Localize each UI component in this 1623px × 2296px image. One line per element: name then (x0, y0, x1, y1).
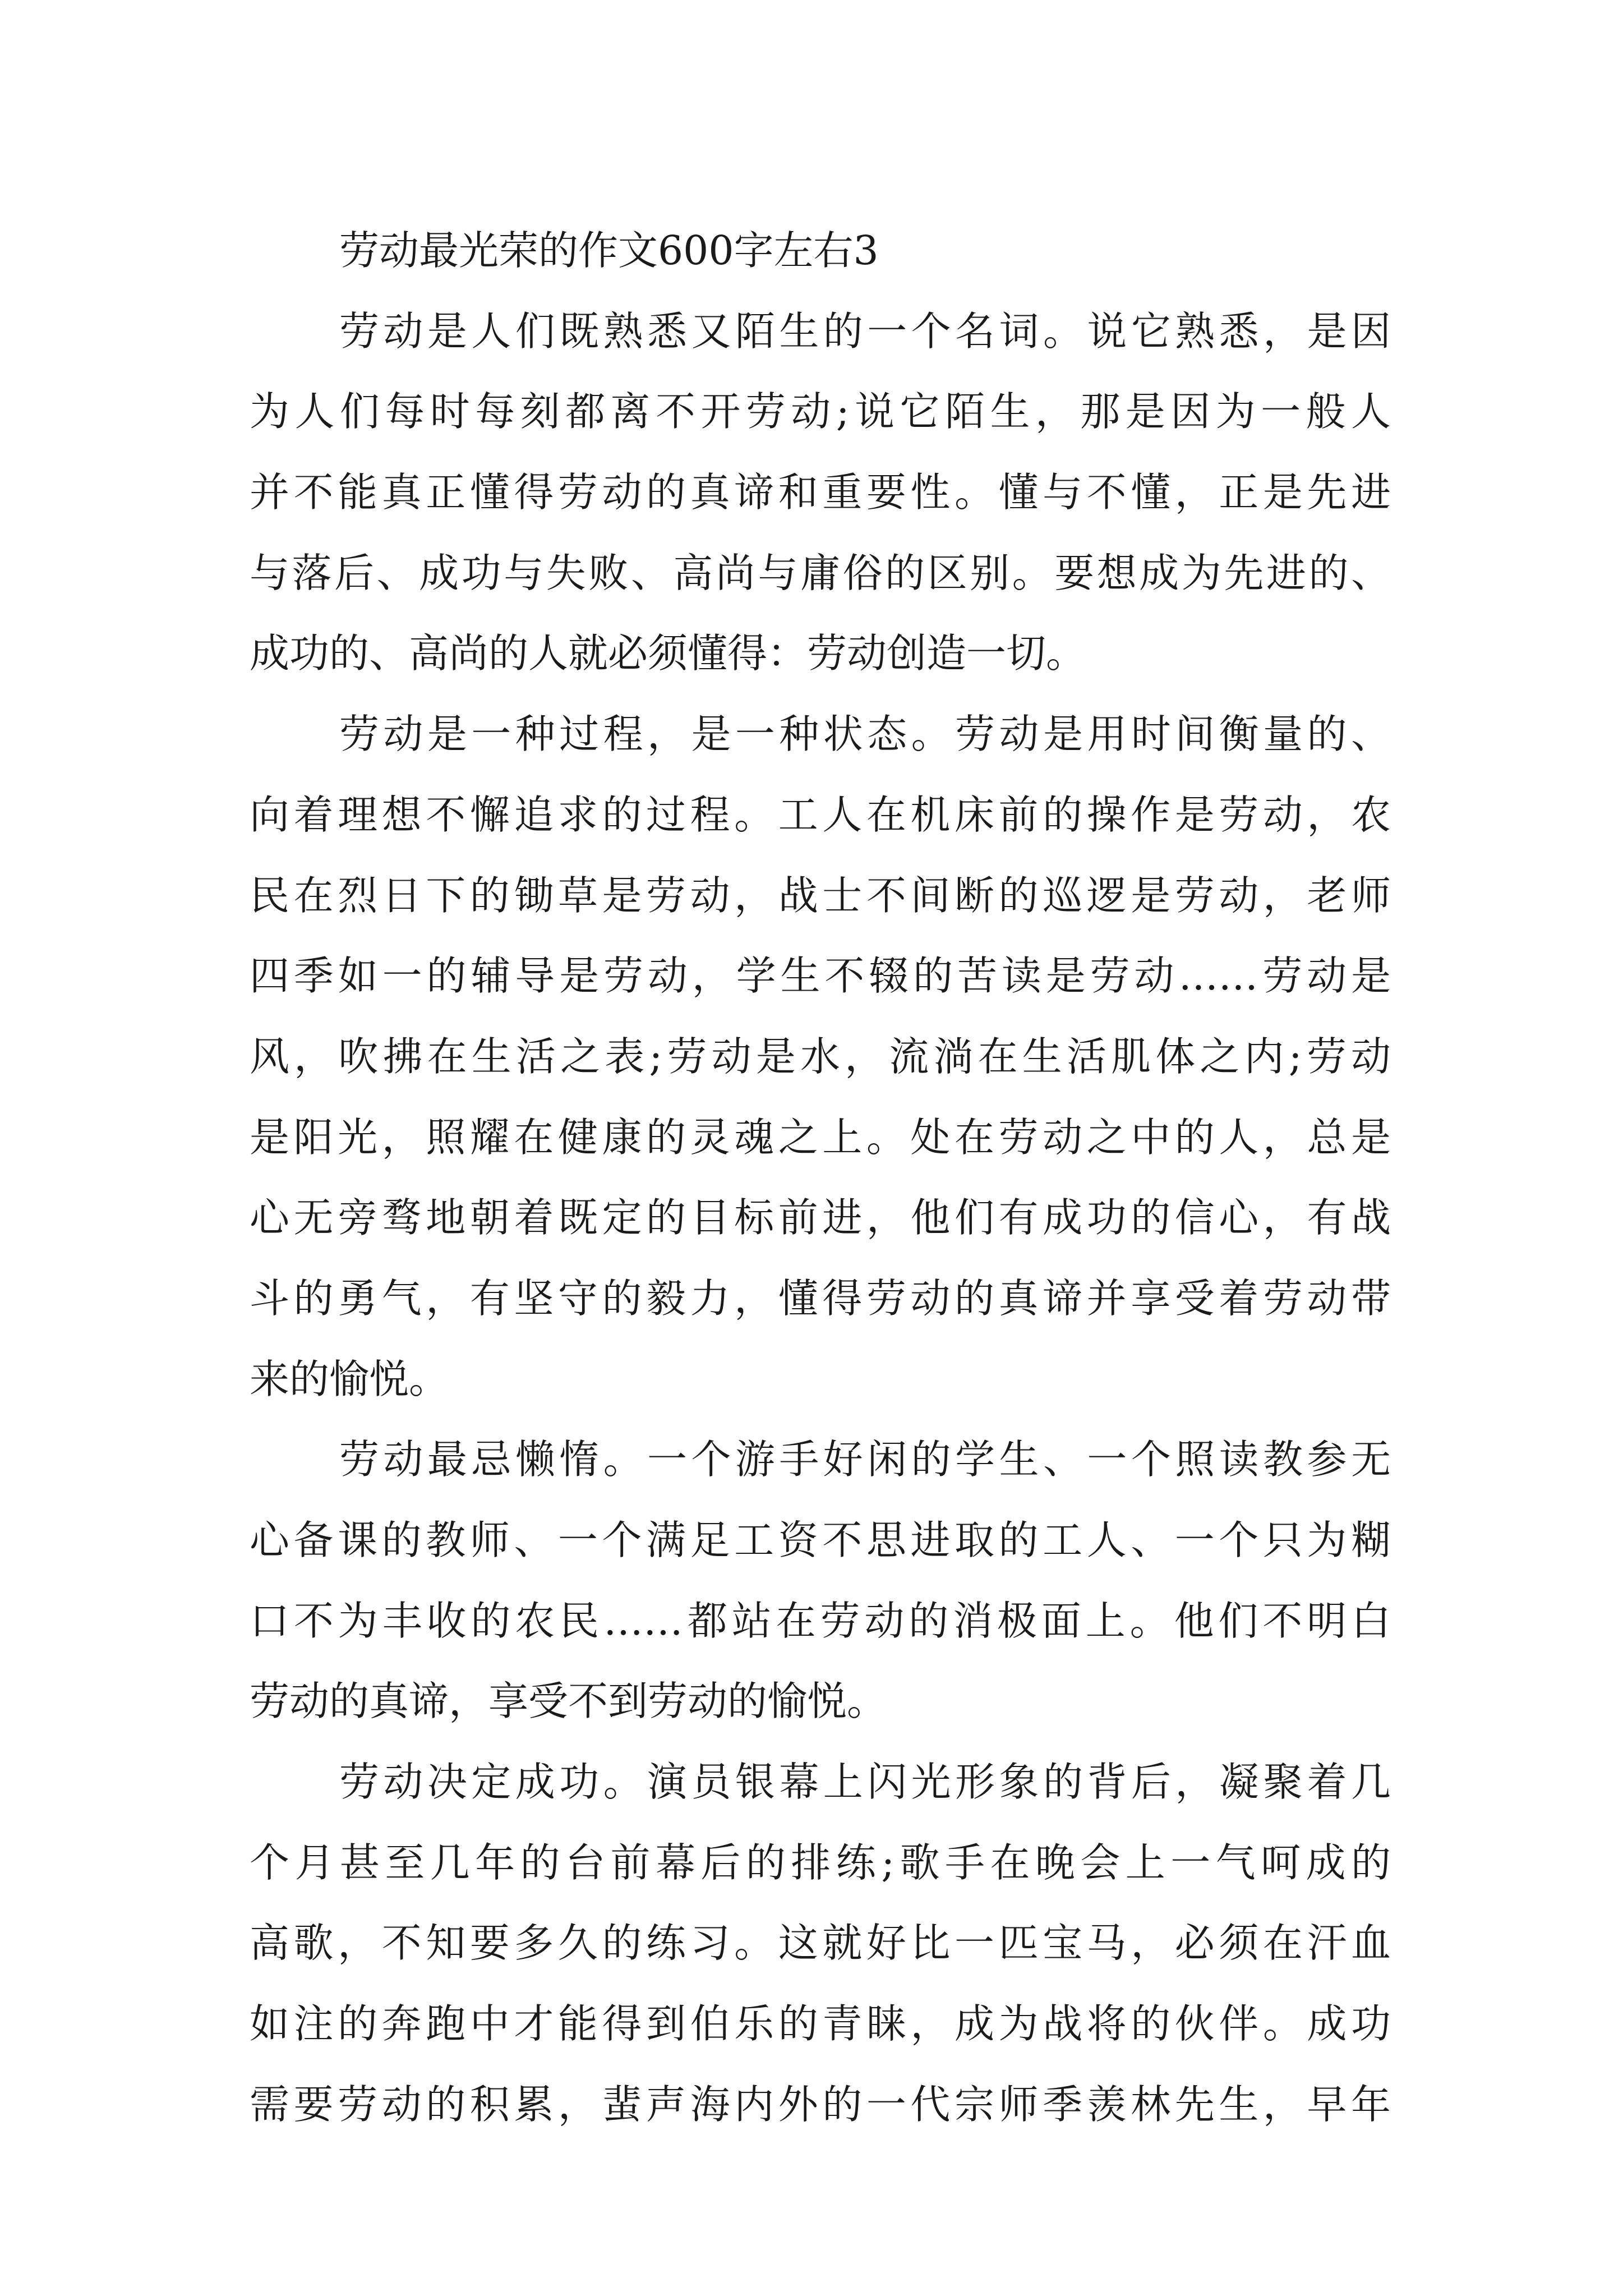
paragraph-4-line-5: 需要劳动的积累，蜚声海内外的一代宗师季羡林先生，早年 (250, 2081, 1391, 2128)
paragraph-4-line-4: 如注的奔跑中才能得到伯乐的青睐，成为战将的伙伴。成功 (250, 2000, 1391, 2047)
paragraph-2-line-9: 来的愉悦。 (250, 1355, 449, 1402)
paragraph-4-line-2: 个月甚至几年的台前幕后的排练;歌手在晚会上一气呵成的 (250, 1839, 1391, 1886)
paragraph-3-line-4: 劳动的真谛，享受不到劳动的愉悦。 (250, 1678, 887, 1725)
paragraph-3-line-1: 劳动最忌懒惰。一个游手好闲的学生、一个照读教参无 (339, 1436, 1391, 1483)
paragraph-2-line-5: 风，吹拂在生活之表;劳动是水，流淌在生活肌体之内;劳动 (250, 1033, 1391, 1080)
paragraph-2-line-6: 是阳光，照耀在健康的灵魂之上。处在劳动之中的人，总是 (250, 1114, 1391, 1161)
paragraph-4-line-3: 高歌，不知要多久的练习。这就好比一匹宝马，必须在汗血 (250, 1920, 1391, 1967)
paragraph-4-line-1: 劳动决定成功。演员银幕上闪光形象的背后，凝聚着几 (339, 1759, 1391, 1806)
document-title: 劳动最光荣的作文600字左右3 (339, 227, 879, 274)
paragraph-1-line-1: 劳动是人们既熟悉又陌生的一个名词。说它熟悉，是因 (339, 307, 1391, 355)
paragraph-1-line-2: 为人们每时每刻都离不开劳动;说它陌生，那是因为一般人 (250, 388, 1391, 435)
paragraph-1-line-4: 与落后、成功与失败、高尚与庸俗的区别。要想成为先进的、 (250, 549, 1391, 596)
document-body (250, 210, 1391, 2145)
paragraph-2-line-7: 心无旁骛地朝着既定的目标前进，他们有成功的信心，有战 (250, 1194, 1391, 1241)
paragraph-2-line-1: 劳动是一种过程，是一种状态。劳动是用时间衡量的、 (339, 711, 1391, 758)
paragraph-3-line-3: 口不为丰收的农民……都站在劳动的消极面上。他们不明白 (250, 1597, 1391, 1644)
paragraph-2-line-8: 斗的勇气，有坚守的毅力，懂得劳动的真谛并享受着劳动带 (250, 1274, 1391, 1322)
paragraph-2-line-4: 四季如一的辅导是劳动，学生不辍的苦读是劳动……劳动是 (250, 953, 1391, 1000)
paragraph-2-line-2: 向着理想不懈追求的过程。工人在机床前的操作是劳动，农 (250, 791, 1391, 838)
paragraph-3-line-2: 心备课的教师、一个满足工资不思进取的工人、一个只为糊 (250, 1517, 1391, 1563)
paragraph-1-line-5: 成功的、高尚的人就必须懂得：劳动创造一切。 (250, 630, 1086, 677)
paragraph-1-line-3: 并不能真正懂得劳动的真谛和重要性。懂与不懂，正是先进 (250, 469, 1391, 516)
paragraph-2-line-3: 民在烈日下的锄草是劳动，战士不间断的巡逻是劳动，老师 (250, 872, 1391, 919)
